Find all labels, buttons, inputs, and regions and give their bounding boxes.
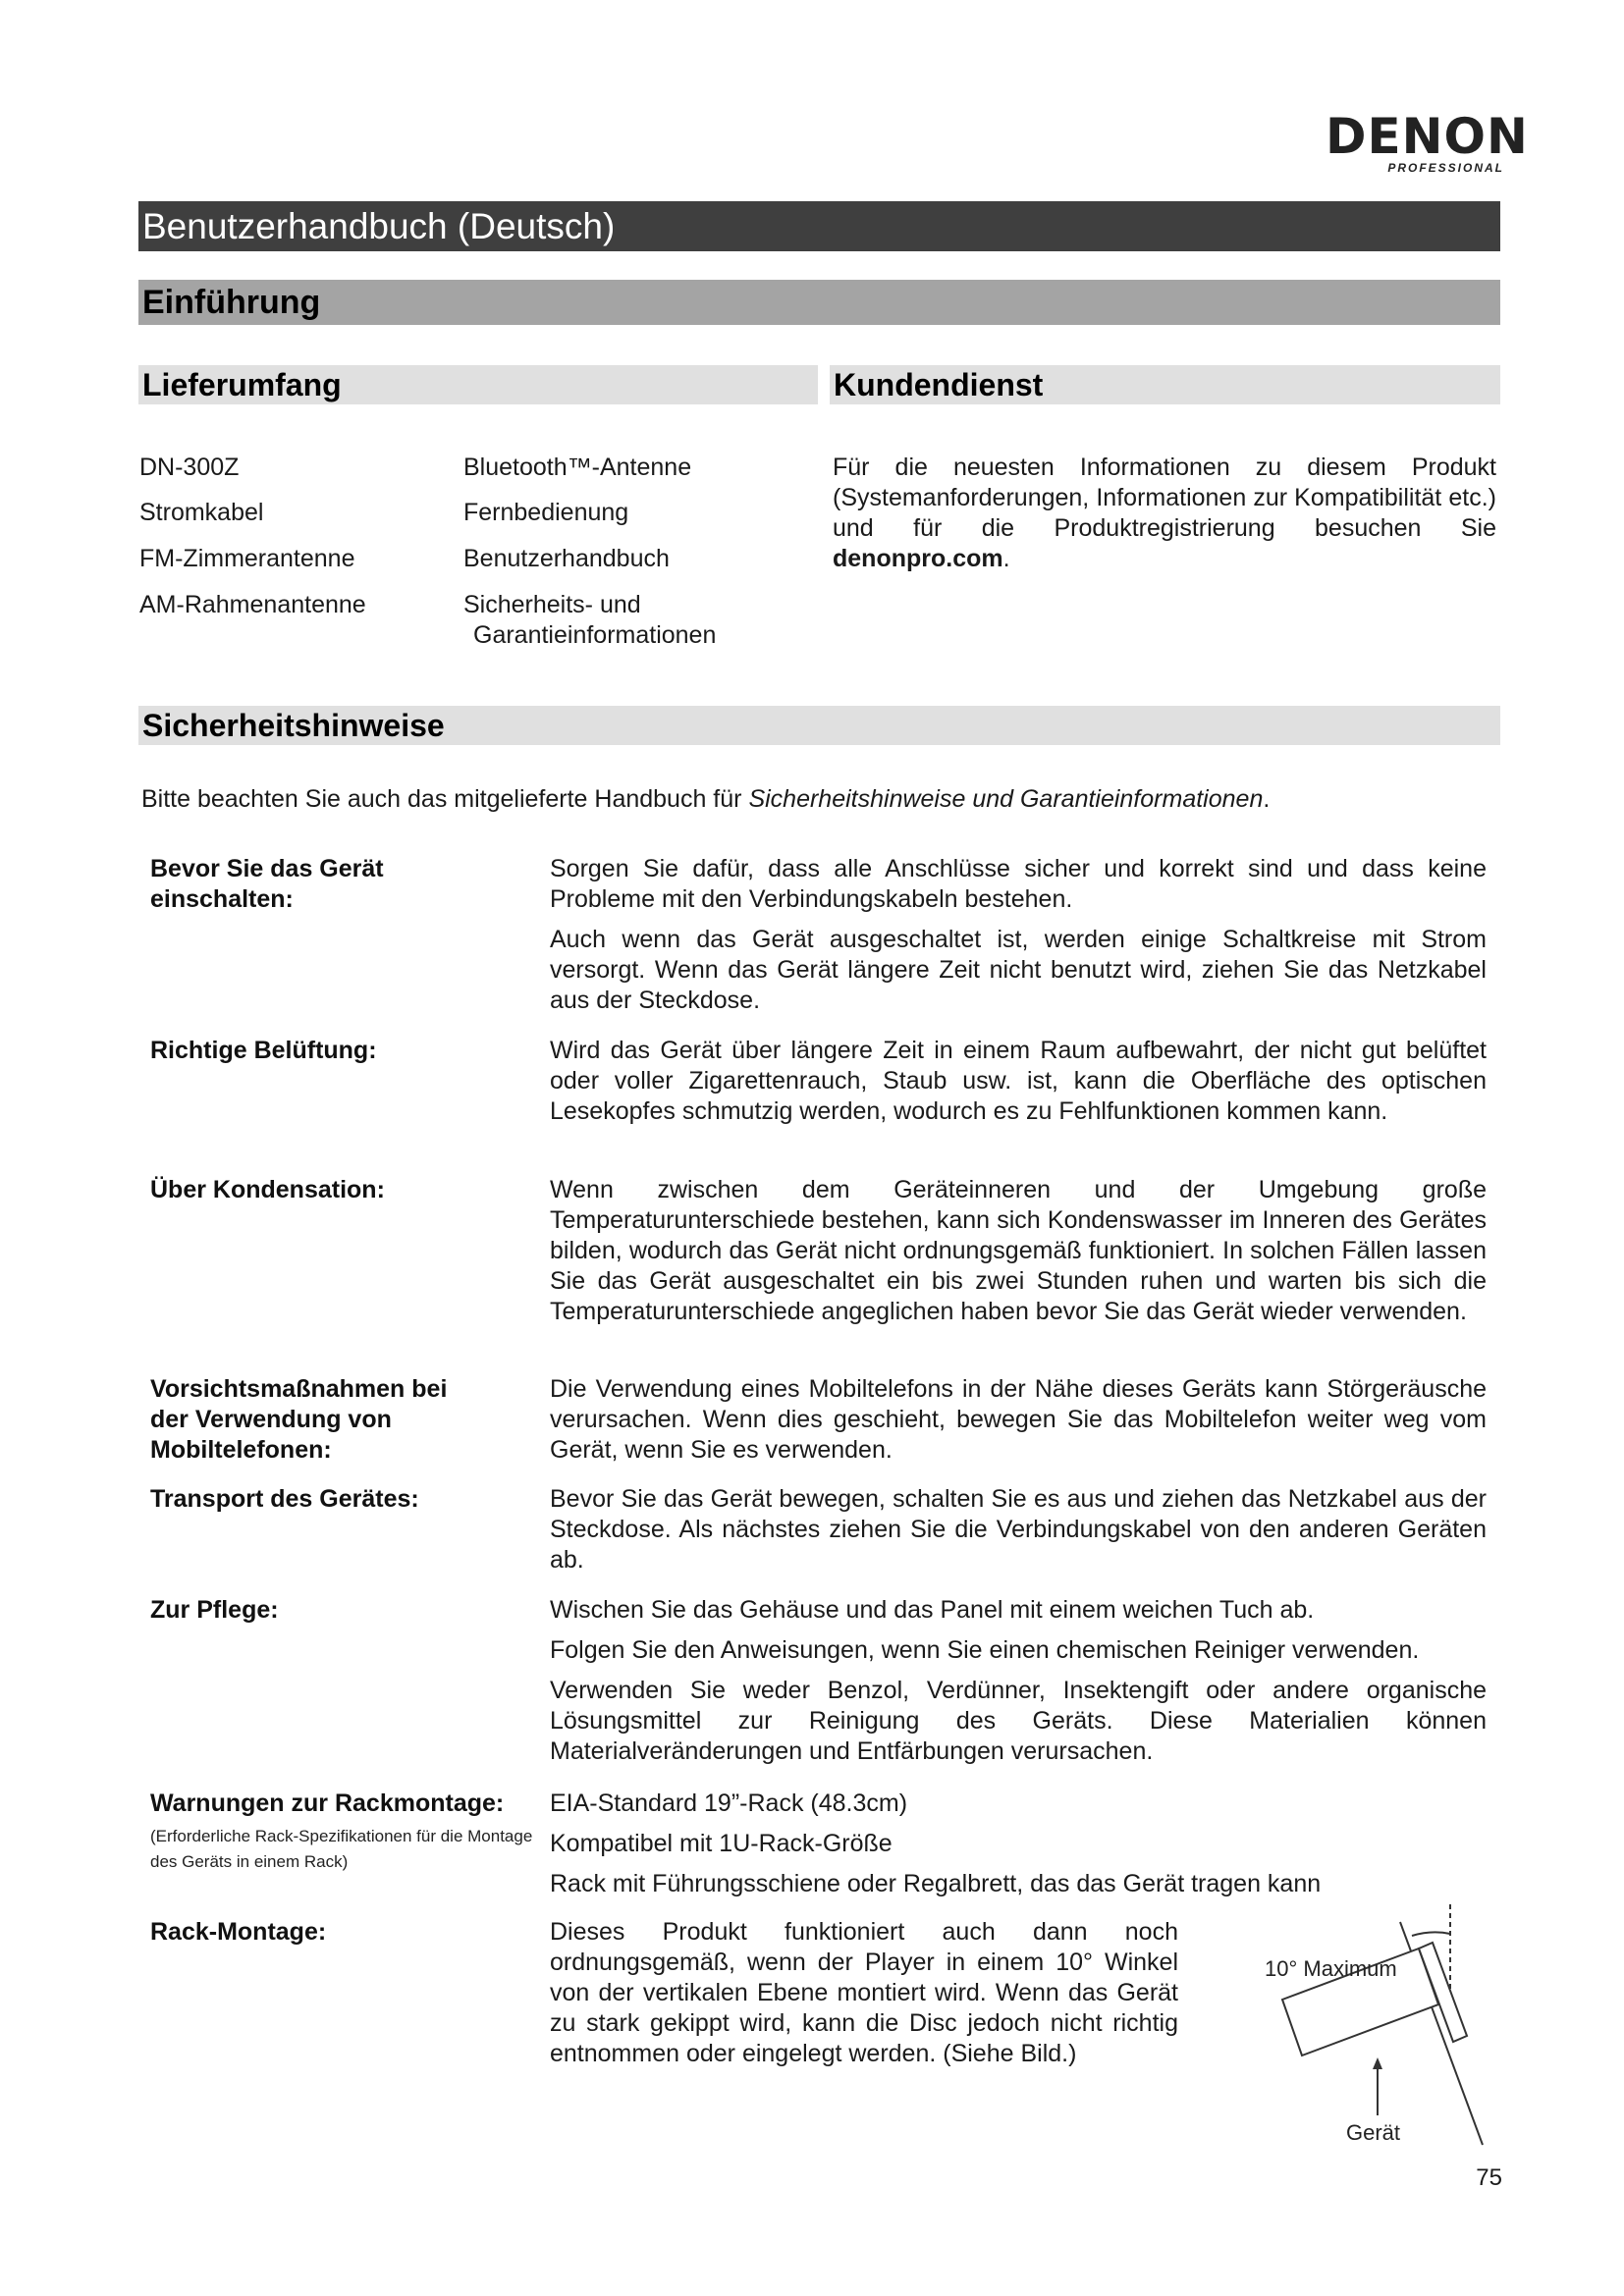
row-label: Bevor Sie das Gerät einschalten:	[150, 855, 384, 913]
row-paragraph: Wird das Gerät über längere Zeit in einem Raum aufbewahrt, der nicht gut belüftet oder voller Zigarettenrauch, Staub usw. ist, kann die Oberfläche des optischen Lesekopfes schmutzig werden, wodurch es zu Fehlfunktionen kommen kann.	[550, 1037, 1487, 1125]
row-paragraph: Wischen Sie das Gehäuse und das Panel mit einem weichen Tuch ab.	[550, 1596, 1315, 1624]
intro-em: Sicherheitshinweise und Garantieinformationen	[748, 785, 1264, 813]
row-paragraph: Bevor Sie das Gerät bewegen, schalten Sie es aus und ziehen das Netzkabel aus der Steckdose. Als nächstes ziehen Sie die Verbindungskabel von den anderen Geräten ab.	[550, 1485, 1487, 1574]
kundendienst-text	[833, 453, 1496, 574]
section-heading: Einführung	[138, 280, 1500, 325]
kundendienst-end: .	[1002, 545, 1010, 572]
logo-brand: DENON	[1326, 108, 1529, 165]
row-label: Über Kondensation:	[150, 1176, 385, 1203]
row-paragraph: Verwenden Sie weder Benzol, Verdünner, Insektengift oder andere organische Lösungsmittel zur Reinigung des Geräts. Diese Materialien können Materialveränderungen und Entfärbungen verursachen.	[550, 1677, 1487, 1765]
lieferumfang-heading: Lieferumfang	[138, 365, 818, 404]
sicherheit-intro	[141, 784, 1496, 815]
sicherheit-heading: Sicherheitshinweise	[138, 706, 1500, 745]
row-label: Zur Pflege:	[150, 1596, 279, 1624]
intro-post: .	[1263, 785, 1271, 813]
row-paragraph: Die Verwendung eines Mobiltelefons in der Nähe dieses Geräts kann Störgeräusche verursachen. Wenn dies geschieht, bewegen Sie das Mobiltelefon weiter weg vom Gerät, wenn Sie es verwenden.	[550, 1375, 1487, 1464]
list-item: Stromkabel	[139, 499, 264, 526]
row-paragraph: EIA-Standard 19”-Rack (48.3cm)	[550, 1789, 908, 1817]
row-label: Richtige Belüftung:	[150, 1037, 377, 1064]
row-paragraph: Kompatibel mit 1U-Rack-Größe	[550, 1830, 893, 1857]
row-paragraph: Dieses Produkt funktioniert auch dann noch ordnungsgemäß, wenn der Player in einem 10° Winkel von der vertikalen Ebene montiert wird. Wenn das Gerät zu stark gekippt wird, kann die Disc jedoch nicht richtig entnommen oder eingelegt werden. (Siehe Bild.)	[550, 1918, 1178, 2067]
angle-label: 10° Maximum	[1265, 1956, 1397, 1981]
row-label: Transport des Gerätes:	[150, 1485, 419, 1513]
kundendienst-heading: Kundendienst	[830, 365, 1500, 404]
row-paragraph: Wenn zwischen dem Geräteinneren und der Umgebung große Temperaturunterschiede bestehen, kann sich Kondenswasser im Inneren des Gerätes bilden, wodurch das Gerät nicht ordnungsgemäß funktioniert. In solchen Fällen lassen Sie das Gerät ausgeschaltet ein bis zwei Stunden ruhen und warten bis sich die Temperaturunterschiede angeglichen haben bevor Sie das Gerät wieder verwenden.	[550, 1176, 1487, 1325]
kundendienst-body: Für die neuesten Informationen zu diesem Produkt (Systemanforderungen, Informationen zur Kompatibilität etc.) und für die Produktregistrierung besuchen Sie	[833, 454, 1496, 542]
page-title: Benutzerhandbuch (Deutsch)	[138, 201, 1500, 251]
row-paragraph: Auch wenn das Gerät ausgeschaltet ist, werden einige Schaltkreise mit Strom versorgt. Wenn das Gerät längere Zeit nicht benutzt wird, ziehen Sie das Netzkabel aus der Steckdose.	[550, 926, 1487, 1014]
list-item: Garantieinformationen	[473, 621, 717, 649]
page-number: 75	[1476, 2164, 1502, 2191]
angle-arc	[1412, 1932, 1450, 1936]
row-paragraph: Folgen Sie den Anweisungen, wenn Sie einen chemischen Reiniger verwenden.	[550, 1636, 1420, 1664]
logo-sub: PROFESSIONAL	[1387, 161, 1504, 175]
row-label: Rack-Montage:	[150, 1918, 327, 1946]
list-item: FM-Zimmerantenne	[139, 545, 355, 572]
intro-pre: Bitte beachten Sie auch das mitgelieferte Handbuch für	[141, 785, 749, 813]
list-item: Sicherheits- und	[463, 591, 641, 618]
list-item: Benutzerhandbuch	[463, 545, 670, 572]
row-label: Warnungen zur Rackmontage:	[150, 1789, 505, 1817]
device-label: Gerät	[1346, 2120, 1401, 2145]
denon-logo	[1326, 108, 1529, 175]
list-item: DN-300Z	[139, 454, 240, 481]
list-item: AM-Rahmenantenne	[139, 591, 366, 618]
row-note: (Erforderliche Rack-Spezifikationen für die Montage des Geräts in einem Rack)	[150, 1827, 533, 1871]
list-item: Fernbedienung	[463, 499, 629, 526]
row-paragraph: Sorgen Sie dafür, dass alle Anschlüsse sicher und korrekt sind und dass keine Probleme mit den Verbindungskabeln bestehen.	[550, 855, 1487, 913]
list-item: Bluetooth™-Antenne	[463, 454, 692, 481]
denonpro-link[interactable]: denonpro.com	[833, 545, 1003, 572]
row-label: Vorsichtsmaßnahmen bei der Verwendung von Mobiltelefonen:	[150, 1375, 448, 1464]
row-paragraph: Rack mit Führungsschiene oder Regalbrett, das das Gerät tragen kann	[550, 1870, 1322, 1897]
device-arrow-head	[1373, 2057, 1382, 2069]
rack-tilt-figure	[1218, 1895, 1502, 2150]
